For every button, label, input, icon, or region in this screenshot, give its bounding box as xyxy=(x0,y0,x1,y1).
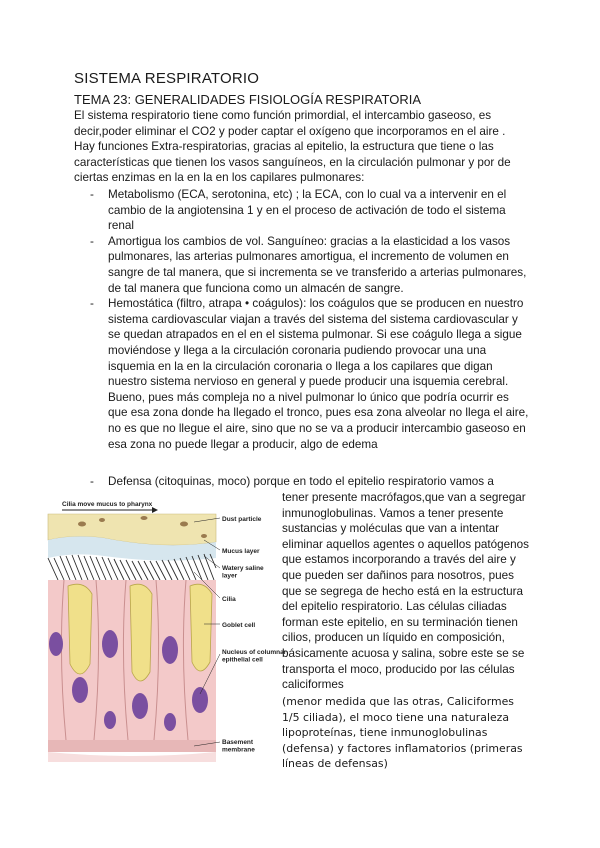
label-nucleus: Nucleus of columnar epithelial cell xyxy=(222,649,287,664)
label-basement-membrane: Basement membrane xyxy=(222,739,255,754)
bullet-marker: - xyxy=(90,234,94,248)
defense-first-line: Defensa (citoquinas, moco) porque en todo el epitelio respiratorio vamos a xyxy=(108,475,494,488)
intro-paragraph xyxy=(74,108,524,186)
bullet-marker: - xyxy=(90,188,94,201)
list-item xyxy=(74,234,530,296)
label-saline-layer: Watery saline layer xyxy=(222,565,264,580)
basement-membrane xyxy=(48,740,216,752)
dust-particle xyxy=(78,522,86,527)
label-dust-particle: Dust particle xyxy=(222,516,262,523)
dust-particle xyxy=(99,518,105,522)
bullet-text-hemostatica: Hemostática (filtro, atrapa • coágulos): los coágulos que se producen en nuestro sistema cardiovascular viajan a través del sistema del sistema cardiovascular y se quedan atrapados en el en el sistema pulmonar. Si ese coágulo llega a sigue moviéndose y llega a la circulación coronaria pudiendo provocar una una isquemia en la en la circulación coronaria o llega a los capilares que digan nuestro sistema nervioso en general y puede producir una isquemia cerebral. Bueno, pues más compleja no a nivel pulmonar lo único que podría ocurrir es que esa zona donde ha llegado el tronco, pues esa zona alveolar no llega el aire, no es que no llegue el aire, sino que no se va a producir intercambio gaseoso en esa zona no puede llegar a producir, algo de edema xyxy=(108,297,529,451)
dust-particle xyxy=(141,516,148,520)
label-goblet-cell: Goblet cell xyxy=(222,622,256,629)
label-mucus-layer: Mucus layer xyxy=(222,548,260,555)
dust-particle xyxy=(201,534,207,538)
bullet-text-metabolismo: Metabolismo (ECA, serotonina, etc) ; la ECA, con lo cual va a intervenir en el cambio de la angiotensina 1 y en el proceso de activación de todo el sistema renal xyxy=(108,188,507,233)
bullet-marker: - xyxy=(90,297,94,311)
bullet-marker: - xyxy=(90,475,94,488)
figure-top-label: Cilia move mucus to pharynx xyxy=(62,501,153,508)
defense-wrap-text-2: (menor medida que las otras, Caliciformes 1/5 ciliada), el moco tiene una naturaleza lipoproteínas, tiene inmunoglobulinas (defensa) y factores inflamatorios (primeras líneas de defensas) xyxy=(282,695,523,771)
list-item xyxy=(74,296,530,452)
bullet-text-amortigua: Amortigua los cambios de vol. Sanguíneo: gracias a la elasticidad a los vasos pulmonares, las arterias pulmonares amortigua, el incremento de volumen en sangre de tal manera, que si incrementa se ve transferido a arterias pulmonares, de tal manera que funciona como un almacén de sangre. xyxy=(108,234,527,295)
epithelium-illustration xyxy=(44,494,287,766)
intro-text: El sistema respiratorio tiene como función primordial, el intercambio gaseoso, es decir,poder eliminar el CO2 y poder captar el oxígeno que incorporamos en el aire . Hay funciones Extra-respiratorias, gracias al epitelio, la estructura que tiene o las características que tienen los vasos sanguíneos, en la circulación pulmonar y por de ciertas enzimas en la en la en los capilares pulmonares: xyxy=(74,109,511,185)
dust-particle xyxy=(180,522,188,527)
list-item xyxy=(74,187,530,234)
document-title: SISTEMA RESPIRATORIO xyxy=(74,70,260,87)
epithelium-figure xyxy=(44,494,287,766)
function-list xyxy=(74,187,530,452)
document-subtitle: TEMA 23: GENERALIDADES FISIOLOGÍA RESPIRATORIA xyxy=(74,92,422,107)
label-cilia: Cilia xyxy=(222,596,236,603)
defense-wrap-text: tener presente macrófagos,que van a segregar inmunoglobulinas. Vamos a tener presente sustancias y moléculas que van a intentar eliminar aquellos agentes o aquellos patógenos que estamos incorporando a través del aire y que pueden ser dañinos para nosotros, pues que se segrega de hecho está en la estructura del epitelio respiratorio. Las células ciliadas forman este epitelio, en su terminación tienen cilios, producen un líquido en composición, básicamente acuosa y salina, sobre este se se transporta el moco, producido por las células caliciformes xyxy=(282,491,529,692)
